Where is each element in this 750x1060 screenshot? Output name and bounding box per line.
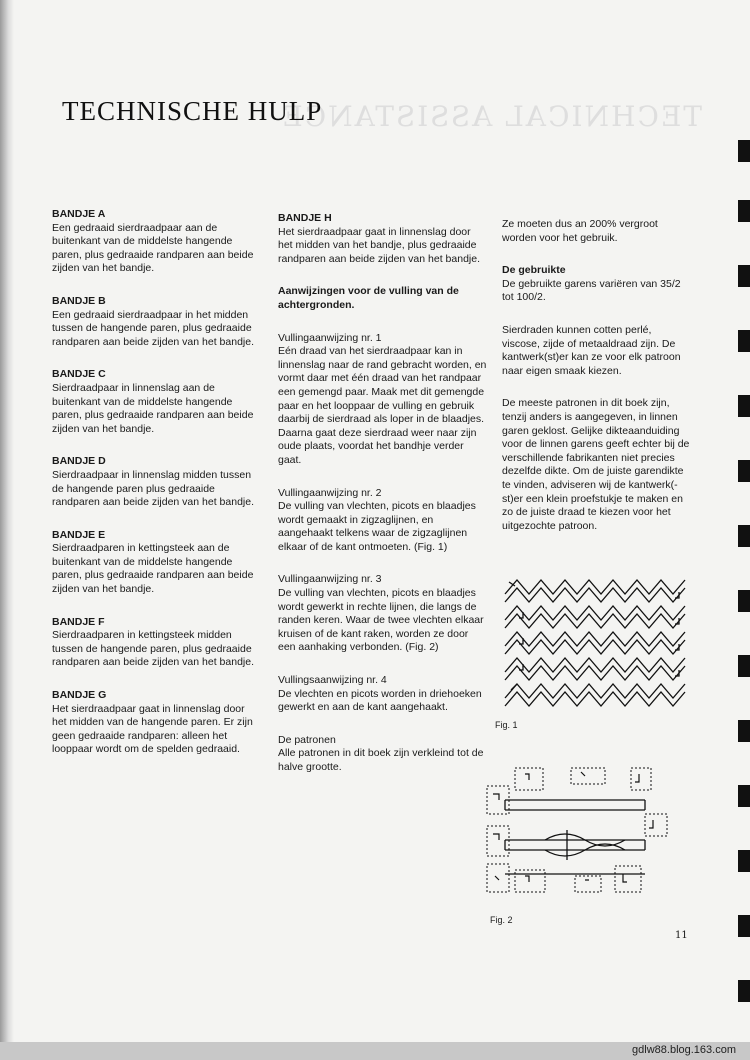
- section-heading: BANDJE F: [52, 615, 105, 628]
- show-through-title: TECHNICAL ASSISTANCE: [280, 100, 702, 133]
- binding-hole: [738, 525, 750, 547]
- section-text: Een gedraaid sierdraadpaar aan de buitenkant van de middelste hangende paren, plus gedraaide randparen aan beide zijden van het bandje.: [52, 221, 254, 275]
- binding-hole: [738, 330, 750, 352]
- column-b: [278, 212, 488, 794]
- section-vulling-3: [278, 573, 488, 655]
- section-patronen: [278, 734, 488, 775]
- section-heading: BANDJE E: [52, 528, 106, 541]
- section-text: De vulling van vlechten, picots en blaadjes wordt gewerkt in rechte lijnen, die langs de randen keren. Waar de twee vlechten elkaar kruisen of de kant raken, worden ze door een aanhaking verbonden. (Fig. 2): [278, 587, 484, 654]
- figure-1-zigzag-diagram: [505, 572, 695, 712]
- section-text: Eén draad van het sierdraadpaar kan in linnenslag naar de rand gebracht worden, en vormt daar met één draad van het randpaar een gemengd paar. Maak met dit gemengde paar en het looppaar de vulling en gebruik daarbij de sierdraad als loper in de blaadjes. Daarna gaat deze sierdraad weer naar zijn oude plaats, voordat het bandhje verder gaat.: [278, 345, 487, 466]
- section-text: Het sierdraadpaar gaat in linnenslag door het midden van het bandje, plus gedraaide randparen aan beide zijden van het bandje.: [278, 225, 480, 265]
- section-gebruikte: [502, 264, 690, 305]
- section-heading: BANDJE B: [52, 294, 106, 307]
- section-bandje-c: [52, 368, 262, 436]
- section-text: Sierdraadpaar in linnenslag aan de buitenkant van de middelste hangende paren, plus gedraaide randparen aan beide zijden van het bandje.: [52, 381, 254, 435]
- section-text: De vulling van vlechten, picots en blaadjes wordt gemaakt in zigzaglijnen, en aangehaakt telkens waar de zigzaglijnen elkaar of de kant ontmoeten. (Fig. 1): [278, 500, 476, 553]
- binding-hole: [738, 265, 750, 287]
- binding-hole: [738, 720, 750, 742]
- section-heading: BANDJE C: [52, 368, 106, 381]
- section-bandje-e: [52, 529, 262, 597]
- section-heading: De patronen: [278, 733, 336, 746]
- binding-hole: [738, 850, 750, 872]
- figure-2-grid-diagram: [485, 766, 670, 894]
- section-heading: BANDJE H: [278, 212, 332, 224]
- binding-hole: [738, 590, 750, 612]
- paragraph-sierdraden: Sierdraden kunnen cotten perlé, viscose, zijde of metaaldraad zijn. De kantwerk(st)er kan ze voor elk patroon naar eigen smaak kiezen.: [502, 323, 681, 377]
- section-bandje-h: [278, 212, 488, 266]
- section-text: Sierdraadparen in kettingsteek midden tussen de hangende paren, plus gedraaide randparen aan beide zijden van het bandje.: [52, 629, 254, 669]
- aanwijzingen-heading: Aanwijzingen voor de vulling van de achtergronden.: [278, 285, 459, 311]
- page-shadow-edge: [0, 0, 14, 1060]
- section-vulling-4: [278, 674, 488, 715]
- page-title: TECHNISCHE HULP: [62, 96, 323, 126]
- binding-hole: [738, 915, 750, 937]
- section-text: Alle patronen in dit boek zijn verkleind tot de halve grootte.: [278, 747, 484, 773]
- binding-hole: [738, 785, 750, 807]
- section-text: Sierdraadparen in kettingsteek aan de buitenkant van de middelste hangende paren, plus gedraaide randparen aan beide zijden van het bandje.: [52, 542, 254, 596]
- section-heading: Vullingaanwijzing nr. 3: [278, 573, 382, 586]
- figure-1-caption: Fig. 1: [495, 720, 518, 730]
- section-text: De gebruikte garens variëren van 35/2 tot 100/2.: [502, 277, 681, 304]
- binding-hole: [738, 460, 750, 482]
- figure-2-caption: Fig. 2: [490, 915, 513, 925]
- section-bandje-d: [52, 455, 262, 509]
- section-text: Sierdraadpaar in linnenslag midden tussen de hangende paren plus gedraaide randparen aan beide zijden van het bandje.: [52, 468, 254, 509]
- section-heading: BANDJE A: [52, 208, 106, 220]
- section-heading: BANDJE D: [52, 455, 106, 468]
- section-bandje-a: [52, 208, 262, 276]
- column-c: [502, 218, 690, 552]
- page-number: 11: [675, 930, 688, 941]
- binding-hole: [738, 980, 750, 1002]
- section-text: De vlechten en picots worden in driehoeken gewerkt en aan de kant aangehaakt.: [278, 687, 482, 714]
- intro-text: Ze moeten dus an 200% vergroot worden voor het gebruik.: [502, 218, 658, 244]
- section-bandje-g: [52, 689, 262, 757]
- column-a: [52, 208, 262, 776]
- section-bandje-b: [52, 295, 262, 349]
- section-heading: BANDJE G: [52, 689, 107, 702]
- section-vulling-2: [278, 487, 488, 555]
- section-heading: De gebruikte: [502, 264, 566, 277]
- section-heading: Vullingaanwijzing nr. 2: [278, 486, 382, 499]
- section-heading: Vullingaanwijzing nr. 1: [278, 331, 382, 344]
- binding-hole: [738, 200, 750, 222]
- binding-hole: [738, 140, 750, 162]
- binding-hole: [738, 655, 750, 677]
- section-text: Het sierdraadpaar gaat in linnenslag door het midden van de hangende paren. Er zijn geen gedraaide randparen: alleen het looppaar wordt om de spelden gedraaid.: [52, 702, 253, 756]
- section-bandje-f: [52, 616, 262, 670]
- section-text: Een gedraaid sierdraadpaar in het midden tussen de hangende paren, plus gedraaide randparen aan beide zijden van het bandje.: [52, 308, 254, 348]
- paragraph-patronen: De meeste patronen in dit boek zijn, tenzij anders is aangegeven, in linnen garen geklost. Gelijke dikteaanduiding voor de linnen garens geeft echter bij de verschillende fabrikanten niet precies dezelfde dikte. Om de juiste garendikte te vinden, adviseren wij de kantwerk(-st)er een klein proefstukje te maken en zo de juiste draad te kiezen voor het uitgezochte patroon.: [502, 397, 690, 532]
- section-vulling-1: [278, 332, 488, 468]
- binding-hole: [738, 395, 750, 417]
- footer-bar: [0, 1042, 750, 1060]
- spiral-binding: [738, 0, 750, 1030]
- watermark-text: gdlw88.blog.163.com: [632, 1044, 736, 1056]
- section-heading: Vullingsaanwijzing nr. 4: [278, 674, 387, 687]
